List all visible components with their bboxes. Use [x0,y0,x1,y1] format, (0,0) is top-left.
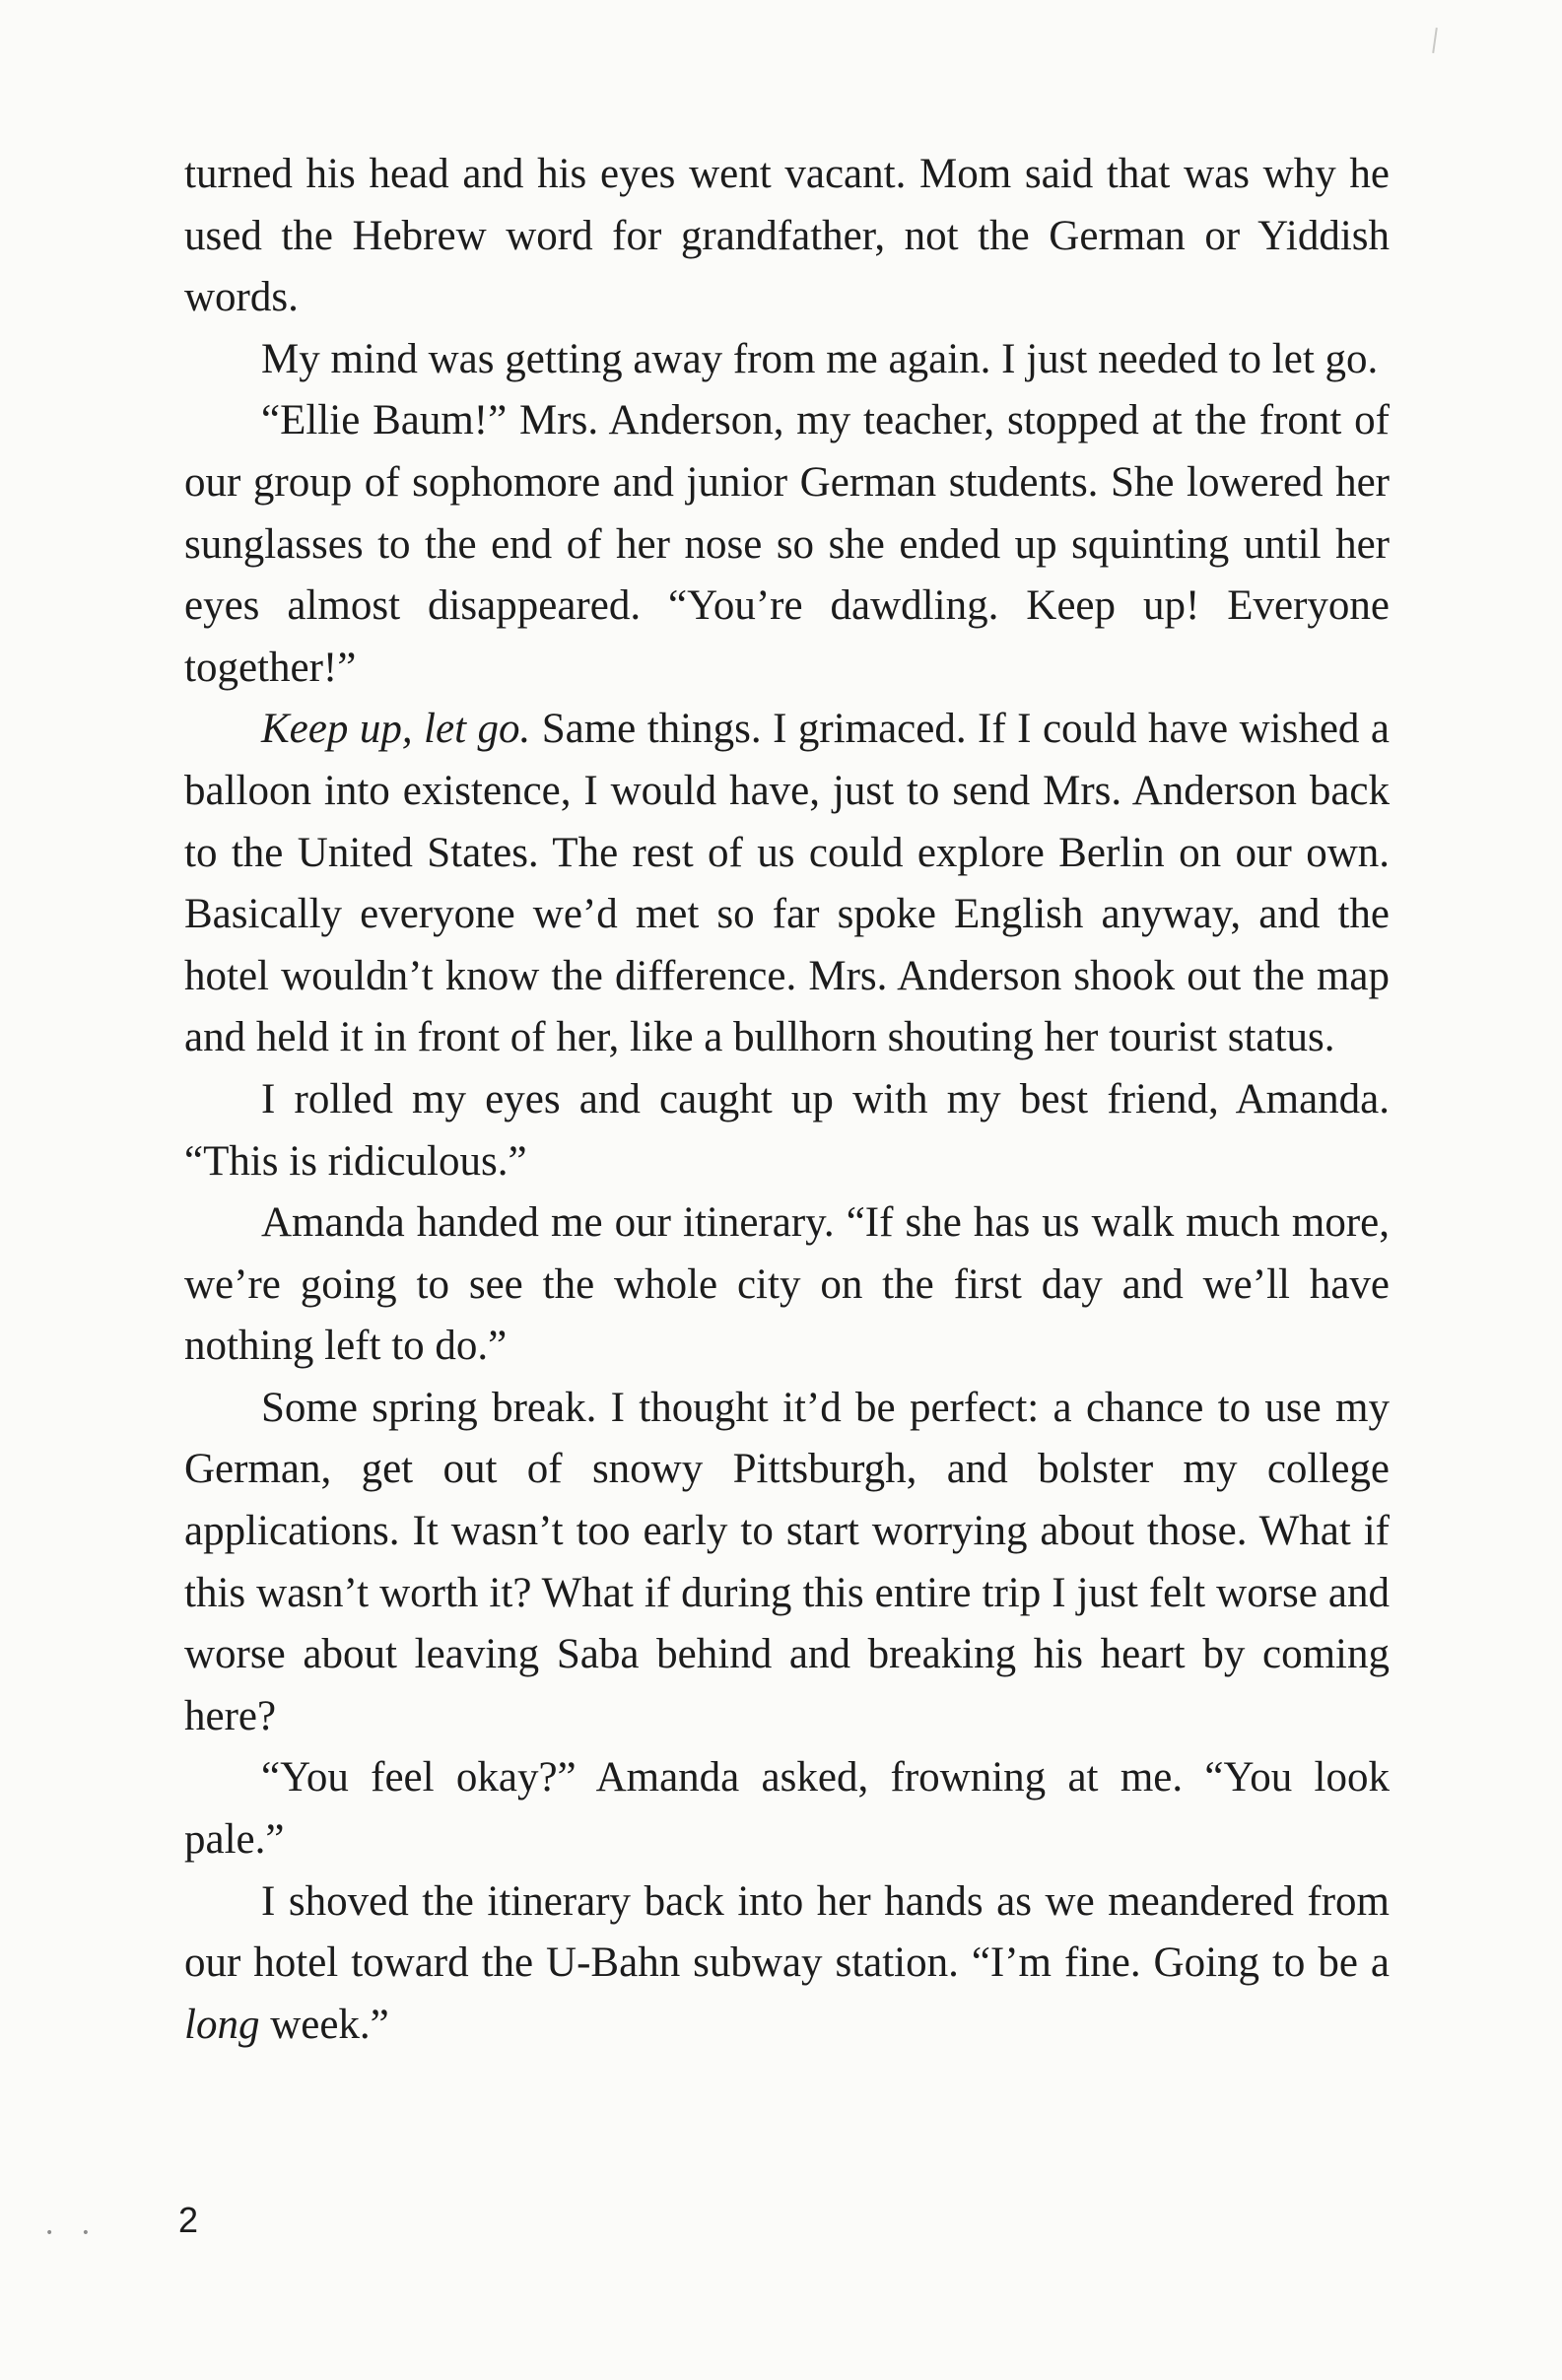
text-segment: week.” [259,2001,389,2048]
paragraph [184,699,1390,1069]
scan-dots: • • [45,2225,102,2241]
text-segment: My mind was getting away from me again. I just needed to let go. [261,335,1379,382]
page-number: 2 [178,2200,199,2240]
text-segment: Some spring break. I thought it’d be perfect: a chance to use my German, get out of snowy Pittsburgh, and bolster my college applications. It wasn’t too early to start worrying about those. What if this wasn’t worth it? What if during this entire trip I just felt worse and worse about leaving Saba behind and breaking his heart by coming here? [184,1384,1390,1739]
text-segment: I shoved the itinerary back into her hands as we meandered from our hotel toward the U-Bahn subway station. “I’m fine. Going to be a [184,1877,1390,1987]
text-segment: Same things. I grimaced. If I could have wished a balloon into existence, I would have, just to send Mrs. Anderson back to the United States. The rest of us could explore Berlin on our own. Basically everyone we’d met so far spoke English anyway, and the hotel wouldn’t know the difference. Mrs. Anderson shook out the map and held it in front of her, like a bullhorn shouting her tourist status. [184,706,1390,1061]
paragraph [184,1378,1390,1748]
paragraph [184,1069,1390,1192]
paragraph [184,329,1390,391]
paragraph [184,1871,1390,2057]
paragraph [184,144,1390,329]
italic-text: long [184,2001,260,2048]
paragraph [184,1747,1390,1870]
text-segment: “You feel okay?” Amanda asked, frowning at me. “You look pale.” [184,1754,1390,1864]
text-segment: turned his head and his eyes went vacant. Mom said that was why he used the Hebrew word for grandfather, not the German or Yiddish words. [184,151,1390,321]
paragraph [184,390,1390,699]
scan-mark [1432,28,1438,53]
text-segment: Amanda handed me our itinerary. “If she has us walk much more, we’re going to see the whole city on the first day and we’ll have nothing left to do.” [184,1199,1390,1370]
text-segment: I rolled my eyes and caught up with my best friend, Amanda. “This is ridiculous.” [184,1075,1390,1185]
italic-text: Keep up, let go. [261,706,531,753]
page-body [184,144,1390,2056]
text-segment: “Ellie Baum!” Mrs. Anderson, my teacher, stopped at the front of our group of sophomore and junior German students. She lowered her sunglasses to the end of her nose so she ended up squinting until her eyes almost disappeared. “You’re dawdling. Keep up! Everyone together!” [184,397,1390,691]
paragraph [184,1192,1390,1378]
